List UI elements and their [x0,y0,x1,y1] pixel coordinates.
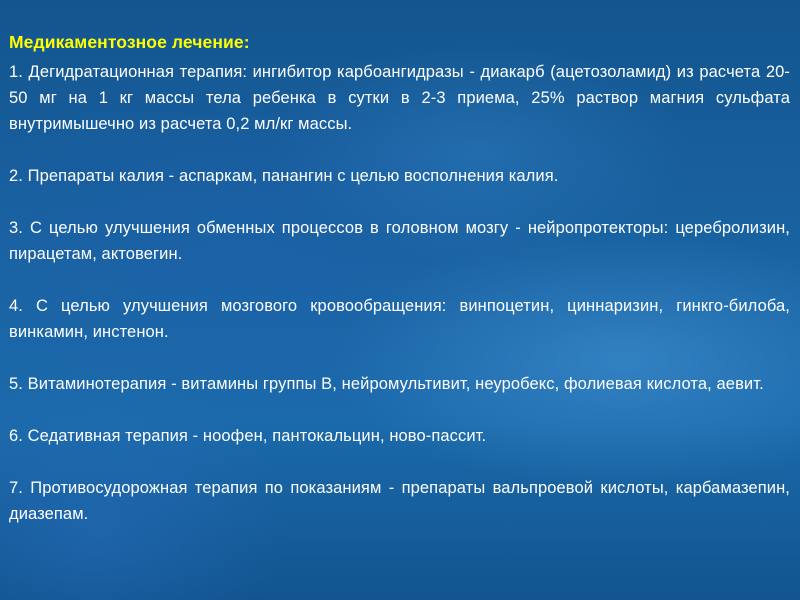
treatment-item-vitamins: 5. Витаминотерапия - витамины группы В, нейромультивит, неуробекс, фолиевая кислота, аевит. [9,375,764,393]
treatment-item-anticonvulsant: 7. Противосудорожная терапия по показаниям - препараты вальпроевой кислоты, карбамазепин, диазепам. [9,479,790,523]
slide-content [9,29,790,553]
slide-title: Медикаментозное лечение: [9,32,250,52]
treatment-item-neuroprotectors: 3. С целью улучшения обменных процессов в головном мозгу - нейропротекторы: церебролизин, пирацетам, актовегин. [9,219,790,263]
treatment-item-sedative: 6. Седативная терапия - ноофен, пантокальцин, ново-пассит. [9,427,487,445]
treatment-item-potassium: 2. Препараты калия - аспаркам, панангин с целью восполнения калия. [9,167,559,185]
treatment-item-dehydration: 1. Дегидратационная терапия: ингибитор карбоангидразы - диакарб (ацетозоламид) из расчета 20-50 мг на 1 кг массы тела ребенка в сутки в 2-3 приема, 25% раствор магния сульфата внутримышечно из расчета 0,2 мл/кг массы. [9,63,790,133]
treatment-item-cerebral-circulation: 4. С целью улучшения мозгового кровообращения: винпоцетин, циннаризин, гинкго-билоба, винкамин, инстенон. [9,297,790,341]
